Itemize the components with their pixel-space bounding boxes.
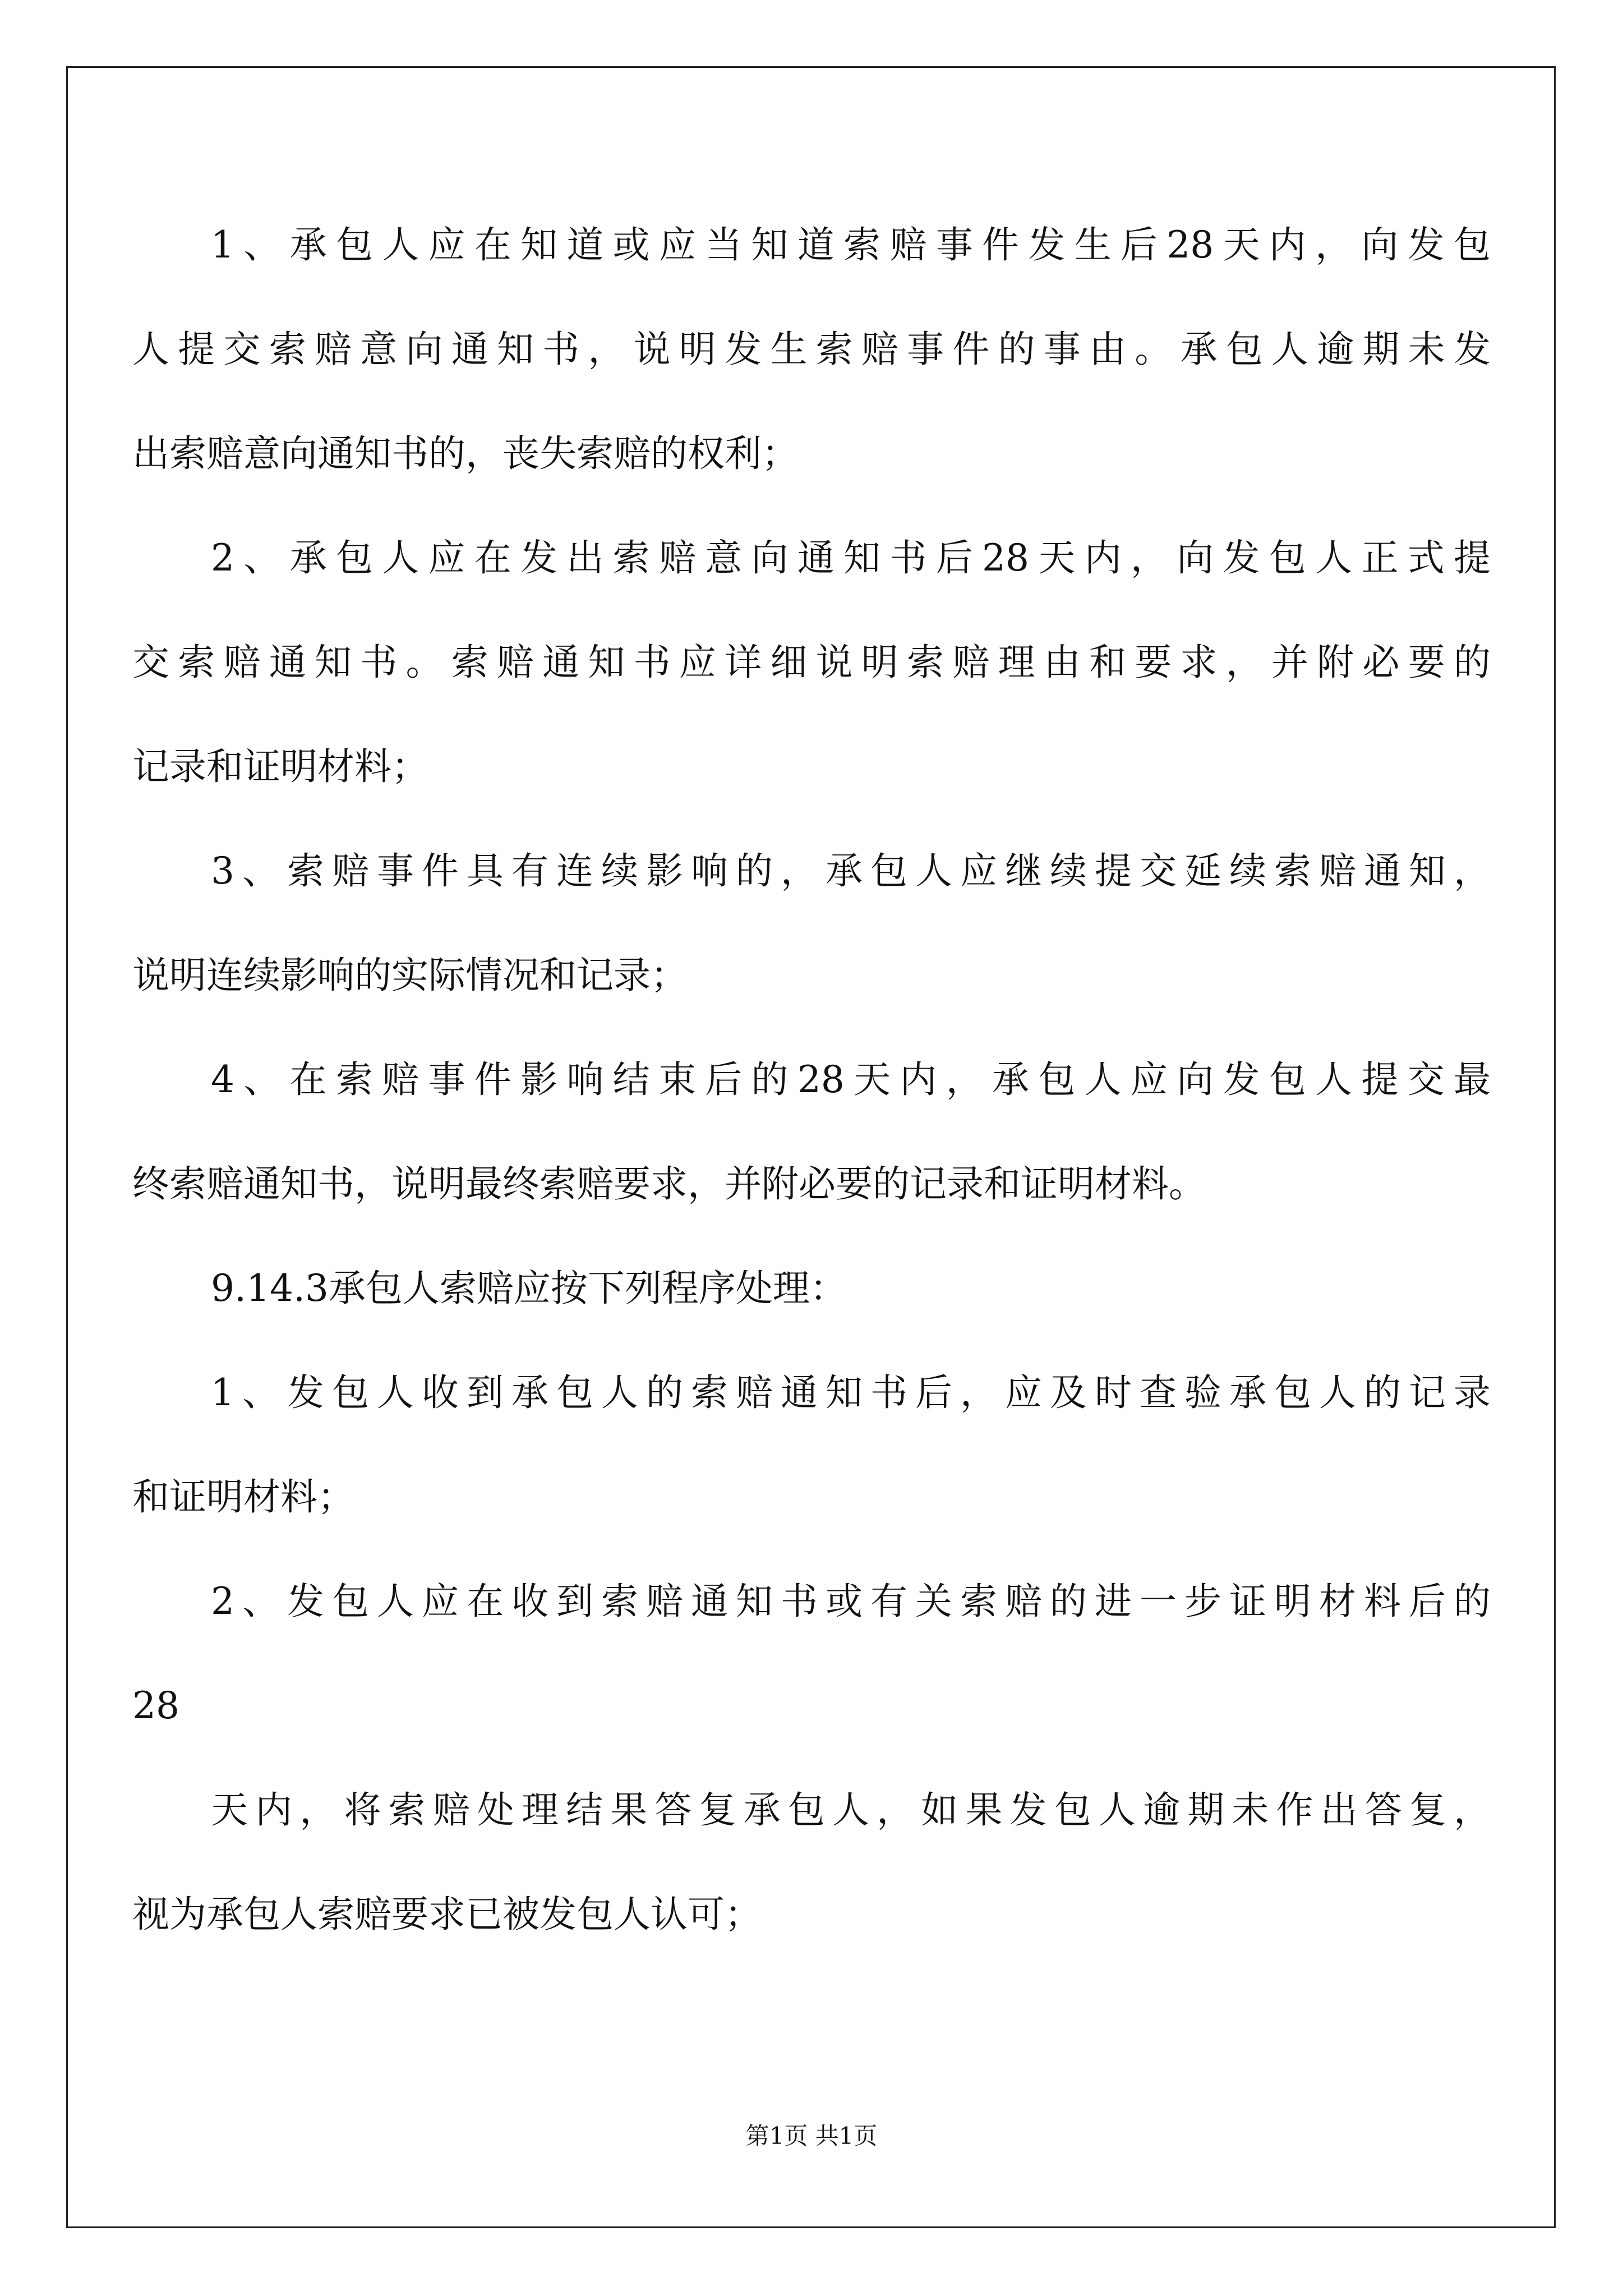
section-heading: 9.14.3承包人索赔应按下列程序处理： <box>211 1267 847 1310</box>
paragraph-7-line-1: 天内，将索赔处理结果答复承包人，如果发包人逾期未作出答复， <box>211 1788 1491 1832</box>
paragraph-4-line-1: 4、在索赔事件影响结束后的28天内，承包人应向发包人提交最 <box>211 1058 1491 1101</box>
paragraph-1-line-2: 人提交索赔意向通知书，说明发生索赔事件的事由。承包人逾期未发 <box>132 328 1491 371</box>
paragraph-2-line-3: 记录和证明材料； <box>132 745 428 788</box>
paragraph-1-line-3: 出索赔意向通知书的，丧失索赔的权利； <box>132 432 799 475</box>
paragraph-1-line-1: 1、承包人应在知道或应当知道索赔事件发生后28天内，向发包 <box>211 223 1491 266</box>
paragraph-6-line-2: 28 <box>132 1684 179 1727</box>
paragraph-6-line-1: 2、发包人应在收到索赔通知书或有关索赔的进一步证明材料后的 <box>211 1580 1491 1623</box>
paragraph-3-line-2: 说明连续影响的实际情况和记录； <box>132 954 688 997</box>
paragraph-7-line-2: 视为承包人索赔要求已被发包人认可； <box>132 1893 762 1936</box>
paragraph-3-line-1: 3、索赔事件具有连续影响的，承包人应继续提交延续索赔通知， <box>211 849 1491 892</box>
paragraph-2-line-1: 2、承包人应在发出索赔意向通知书后28天内，向发包人正式提 <box>211 536 1491 579</box>
paragraph-5-line-2: 和证明材料； <box>132 1475 354 1519</box>
paragraph-5-line-1: 1、发包人收到承包人的索赔通知书后，应及时查验承包人的记录 <box>211 1371 1491 1414</box>
paragraph-4-line-2: 终索赔通知书，说明最终索赔要求，并附必要的记录和证明材料。 <box>132 1162 1206 1205</box>
page-footer: 第1页 共1页 <box>745 2122 878 2150</box>
paragraph-2-line-2: 交索赔通知书。索赔通知书应详细说明索赔理由和要求，并附必要的 <box>132 641 1491 684</box>
